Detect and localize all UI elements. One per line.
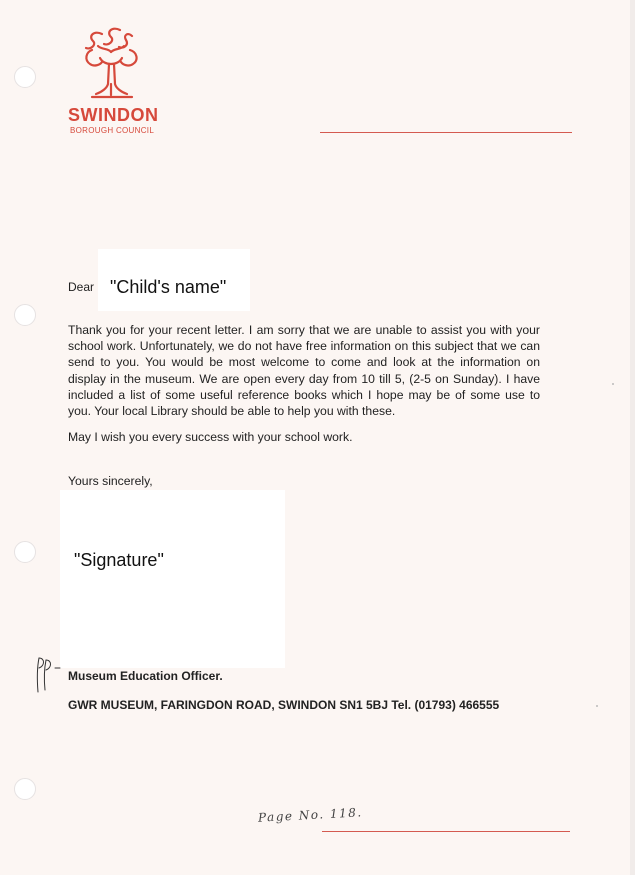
museum-address: GWR MUSEUM, FARINGDON ROAD, SWINDON SN1 5BJ Tel. (01793) 466555 (68, 698, 500, 712)
tree-logo-icon (80, 22, 142, 100)
logo-name: SWINDON (68, 105, 159, 125)
paper-speck (612, 383, 614, 385)
child-name-redaction (98, 249, 250, 311)
header-rule (320, 132, 572, 133)
letter-wish: May I wish you every success with your school work. (68, 430, 353, 444)
logo-subtitle: BOROUGH COUNCIL (70, 126, 155, 135)
punch-hole (14, 304, 36, 326)
letter-closing: Yours sincerely, (68, 474, 153, 488)
letter-body: Thank you for your recent letter. I am sorry that we are unable to assist you with your school work. Unfortunately, we do not have free information on this subject that we can send to you. You would be most welcome to come and look at the information on display in the museum. We are open every day from 10 till 5, (2-5 on Sunday). I have included a list of some useful reference books which I hope may be of some use to you. Your local Library should be able to help you with these. (68, 323, 540, 419)
punch-hole (14, 778, 36, 800)
salutation: Dear (68, 280, 95, 294)
punch-hole (14, 66, 36, 88)
punch-hole (14, 541, 36, 563)
footer-rule (322, 831, 570, 832)
page-edge (630, 0, 635, 875)
handwritten-initials-icon (33, 654, 65, 694)
child-name-placeholder: "Child's name" (110, 277, 227, 297)
paper-speck (596, 705, 598, 707)
handwritten-page-number: Page No. 118. (257, 805, 363, 825)
signature-placeholder: "Signature" (74, 550, 164, 570)
signature-redaction (60, 490, 285, 668)
signatory-title: Museum Education Officer. (68, 669, 223, 683)
